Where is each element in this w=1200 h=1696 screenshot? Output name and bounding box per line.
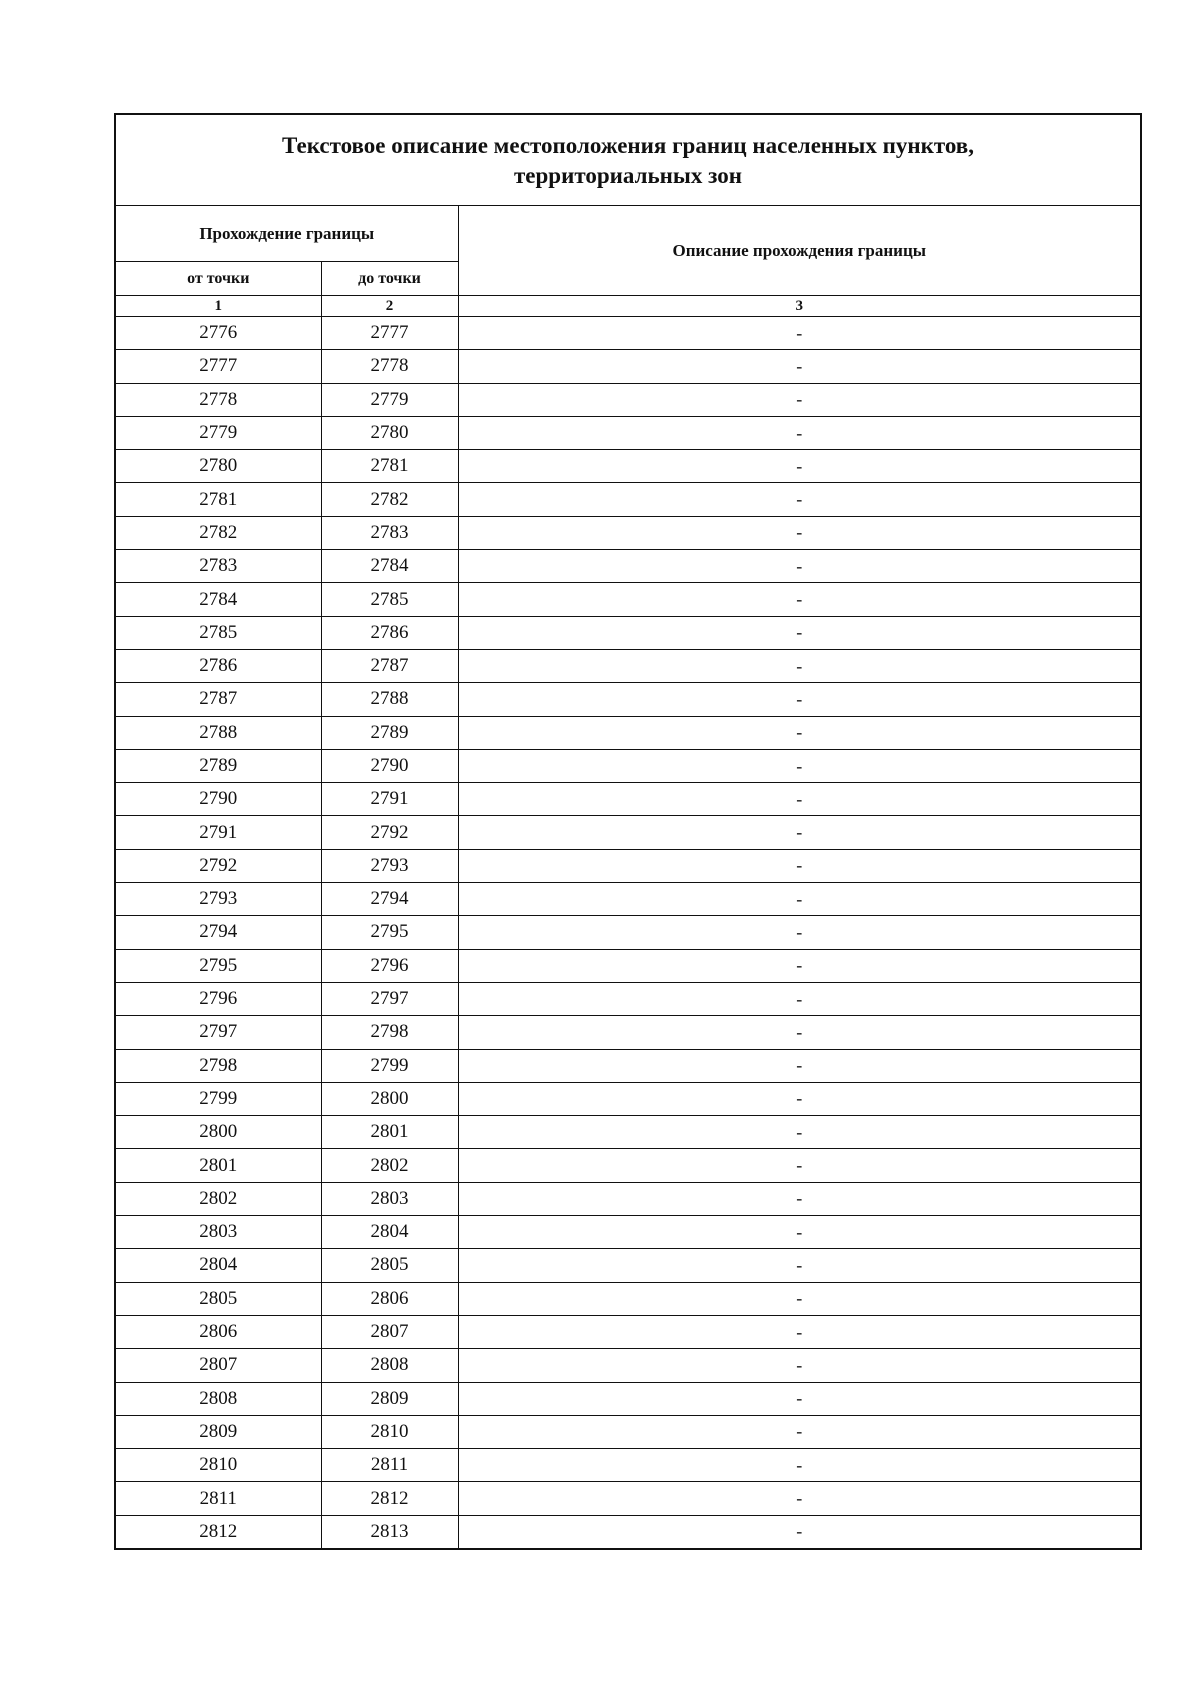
table-row bbox=[116, 1182, 1140, 1215]
to-point-cell: 2805 bbox=[321, 1249, 458, 1282]
description-cell: - bbox=[458, 450, 1140, 483]
to-point-cell: 2786 bbox=[321, 616, 458, 649]
to-point-cell: 2808 bbox=[321, 1349, 458, 1382]
document-title-line-1: Текстовое описание местоположения границ населенных пунктов, bbox=[282, 133, 974, 158]
from-point-cell: 2800 bbox=[116, 1116, 321, 1149]
description-cell: - bbox=[458, 1182, 1140, 1215]
to-point-cell: 2779 bbox=[321, 383, 458, 416]
from-point-cell: 2790 bbox=[116, 783, 321, 816]
document-title-line-2: территориальных зон bbox=[514, 163, 742, 188]
description-cell: - bbox=[458, 550, 1140, 583]
table-row bbox=[116, 616, 1140, 649]
description-cell: - bbox=[458, 1116, 1140, 1149]
to-point-cell: 2778 bbox=[321, 350, 458, 383]
description-cell: - bbox=[458, 483, 1140, 516]
from-point-cell: 2788 bbox=[116, 716, 321, 749]
from-point-cell: 2780 bbox=[116, 450, 321, 483]
to-point-cell: 2802 bbox=[321, 1149, 458, 1182]
to-point-cell: 2781 bbox=[321, 450, 458, 483]
description-cell: - bbox=[458, 849, 1140, 882]
description-cell: - bbox=[458, 516, 1140, 549]
to-point-cell: 2794 bbox=[321, 883, 458, 916]
from-point-cell: 2779 bbox=[116, 416, 321, 449]
table-row bbox=[116, 1382, 1140, 1415]
description-cell: - bbox=[458, 716, 1140, 749]
to-point-cell: 2777 bbox=[321, 317, 458, 350]
to-point-cell: 2799 bbox=[321, 1049, 458, 1082]
to-point-cell: 2806 bbox=[321, 1282, 458, 1315]
table-row bbox=[116, 683, 1140, 716]
table-row bbox=[116, 716, 1140, 749]
table-row bbox=[116, 649, 1140, 682]
to-point-cell: 2785 bbox=[321, 583, 458, 616]
from-point-cell: 2807 bbox=[116, 1349, 321, 1382]
to-point-cell: 2792 bbox=[321, 816, 458, 849]
from-point-cell: 2793 bbox=[116, 883, 321, 916]
from-point-cell: 2797 bbox=[116, 1016, 321, 1049]
description-cell: - bbox=[458, 1049, 1140, 1082]
to-point-cell: 2789 bbox=[321, 716, 458, 749]
description-cell: - bbox=[458, 783, 1140, 816]
table-row bbox=[116, 516, 1140, 549]
header-col-number-3: 3 bbox=[458, 296, 1140, 317]
from-point-cell: 2781 bbox=[116, 483, 321, 516]
description-cell: - bbox=[458, 749, 1140, 782]
to-point-cell: 2798 bbox=[321, 1016, 458, 1049]
from-point-cell: 2803 bbox=[116, 1216, 321, 1249]
from-point-cell: 2791 bbox=[116, 816, 321, 849]
from-point-cell: 2795 bbox=[116, 949, 321, 982]
description-cell: - bbox=[458, 1482, 1140, 1515]
to-point-cell: 2787 bbox=[321, 649, 458, 682]
table-row bbox=[116, 383, 1140, 416]
boundary-table bbox=[116, 206, 1140, 1548]
to-point-cell: 2811 bbox=[321, 1449, 458, 1482]
table-row bbox=[116, 849, 1140, 882]
table-row bbox=[116, 1149, 1140, 1182]
from-point-cell: 2792 bbox=[116, 849, 321, 882]
table-row bbox=[116, 317, 1140, 350]
to-point-cell: 2800 bbox=[321, 1082, 458, 1115]
from-point-cell: 2784 bbox=[116, 583, 321, 616]
from-point-cell: 2812 bbox=[116, 1515, 321, 1548]
boundary-table-frame bbox=[114, 113, 1142, 1550]
table-row bbox=[116, 450, 1140, 483]
header-boundary-passage: Прохождение границы bbox=[116, 206, 458, 262]
from-point-cell: 2789 bbox=[116, 749, 321, 782]
table-row bbox=[116, 1082, 1140, 1115]
description-cell: - bbox=[458, 883, 1140, 916]
to-point-cell: 2803 bbox=[321, 1182, 458, 1215]
description-cell: - bbox=[458, 1082, 1140, 1115]
table-row bbox=[116, 1449, 1140, 1482]
table-row bbox=[116, 550, 1140, 583]
description-cell: - bbox=[458, 1415, 1140, 1448]
from-point-cell: 2798 bbox=[116, 1049, 321, 1082]
from-point-cell: 2786 bbox=[116, 649, 321, 682]
from-point-cell: 2810 bbox=[116, 1449, 321, 1482]
to-point-cell: 2793 bbox=[321, 849, 458, 882]
description-cell: - bbox=[458, 317, 1140, 350]
description-cell: - bbox=[458, 816, 1140, 849]
table-row bbox=[116, 1216, 1140, 1249]
description-cell: - bbox=[458, 1249, 1140, 1282]
table-row bbox=[116, 1515, 1140, 1548]
description-cell: - bbox=[458, 1349, 1140, 1382]
description-cell: - bbox=[458, 1382, 1140, 1415]
table-row bbox=[116, 749, 1140, 782]
table-row bbox=[116, 1415, 1140, 1448]
document-title bbox=[116, 115, 1140, 206]
table-row bbox=[116, 1282, 1140, 1315]
from-point-cell: 2802 bbox=[116, 1182, 321, 1215]
from-point-cell: 2785 bbox=[116, 616, 321, 649]
description-cell: - bbox=[458, 1315, 1140, 1348]
description-cell: - bbox=[458, 1449, 1140, 1482]
to-point-cell: 2780 bbox=[321, 416, 458, 449]
from-point-cell: 2783 bbox=[116, 550, 321, 583]
table-row bbox=[116, 982, 1140, 1015]
to-point-cell: 2801 bbox=[321, 1116, 458, 1149]
from-point-cell: 2782 bbox=[116, 516, 321, 549]
from-point-cell: 2808 bbox=[116, 1382, 321, 1415]
description-cell: - bbox=[458, 982, 1140, 1015]
to-point-cell: 2784 bbox=[321, 550, 458, 583]
to-point-cell: 2804 bbox=[321, 1216, 458, 1249]
table-row bbox=[116, 816, 1140, 849]
from-point-cell: 2776 bbox=[116, 317, 321, 350]
to-point-cell: 2795 bbox=[321, 916, 458, 949]
to-point-cell: 2813 bbox=[321, 1515, 458, 1548]
table-row bbox=[116, 783, 1140, 816]
table-body bbox=[116, 317, 1140, 1548]
table-row bbox=[116, 1315, 1140, 1348]
table-row bbox=[116, 1349, 1140, 1382]
from-point-cell: 2794 bbox=[116, 916, 321, 949]
from-point-cell: 2811 bbox=[116, 1482, 321, 1515]
header-from-point: от точки bbox=[116, 262, 321, 296]
description-cell: - bbox=[458, 683, 1140, 716]
description-cell: - bbox=[458, 583, 1140, 616]
from-point-cell: 2805 bbox=[116, 1282, 321, 1315]
to-point-cell: 2812 bbox=[321, 1482, 458, 1515]
table-row bbox=[116, 350, 1140, 383]
description-cell: - bbox=[458, 1016, 1140, 1049]
table-row bbox=[116, 416, 1140, 449]
table-row bbox=[116, 1049, 1140, 1082]
from-point-cell: 2787 bbox=[116, 683, 321, 716]
from-point-cell: 2806 bbox=[116, 1315, 321, 1348]
description-cell: - bbox=[458, 1149, 1140, 1182]
description-cell: - bbox=[458, 1216, 1140, 1249]
description-cell: - bbox=[458, 350, 1140, 383]
to-point-cell: 2796 bbox=[321, 949, 458, 982]
from-point-cell: 2778 bbox=[116, 383, 321, 416]
description-cell: - bbox=[458, 616, 1140, 649]
description-cell: - bbox=[458, 949, 1140, 982]
description-cell: - bbox=[458, 649, 1140, 682]
header-col-number-2: 2 bbox=[321, 296, 458, 317]
to-point-cell: 2810 bbox=[321, 1415, 458, 1448]
description-cell: - bbox=[458, 1282, 1140, 1315]
to-point-cell: 2809 bbox=[321, 1382, 458, 1415]
description-cell: - bbox=[458, 383, 1140, 416]
table-row bbox=[116, 483, 1140, 516]
description-cell: - bbox=[458, 416, 1140, 449]
to-point-cell: 2790 bbox=[321, 749, 458, 782]
table-row bbox=[116, 916, 1140, 949]
table-row bbox=[116, 583, 1140, 616]
from-point-cell: 2777 bbox=[116, 350, 321, 383]
to-point-cell: 2782 bbox=[321, 483, 458, 516]
to-point-cell: 2797 bbox=[321, 982, 458, 1015]
from-point-cell: 2796 bbox=[116, 982, 321, 1015]
description-cell: - bbox=[458, 916, 1140, 949]
table-row bbox=[116, 1482, 1140, 1515]
from-point-cell: 2801 bbox=[116, 1149, 321, 1182]
table-row bbox=[116, 949, 1140, 982]
header-boundary-description: Описание прохождения границы bbox=[458, 206, 1140, 296]
to-point-cell: 2791 bbox=[321, 783, 458, 816]
to-point-cell: 2783 bbox=[321, 516, 458, 549]
table-row bbox=[116, 883, 1140, 916]
from-point-cell: 2804 bbox=[116, 1249, 321, 1282]
description-cell: - bbox=[458, 1515, 1140, 1548]
table-row bbox=[116, 1116, 1140, 1149]
from-point-cell: 2809 bbox=[116, 1415, 321, 1448]
to-point-cell: 2807 bbox=[321, 1315, 458, 1348]
header-col-number-1: 1 bbox=[116, 296, 321, 317]
from-point-cell: 2799 bbox=[116, 1082, 321, 1115]
header-to-point: до точки bbox=[321, 262, 458, 296]
table-row bbox=[116, 1249, 1140, 1282]
table-row bbox=[116, 1016, 1140, 1049]
to-point-cell: 2788 bbox=[321, 683, 458, 716]
